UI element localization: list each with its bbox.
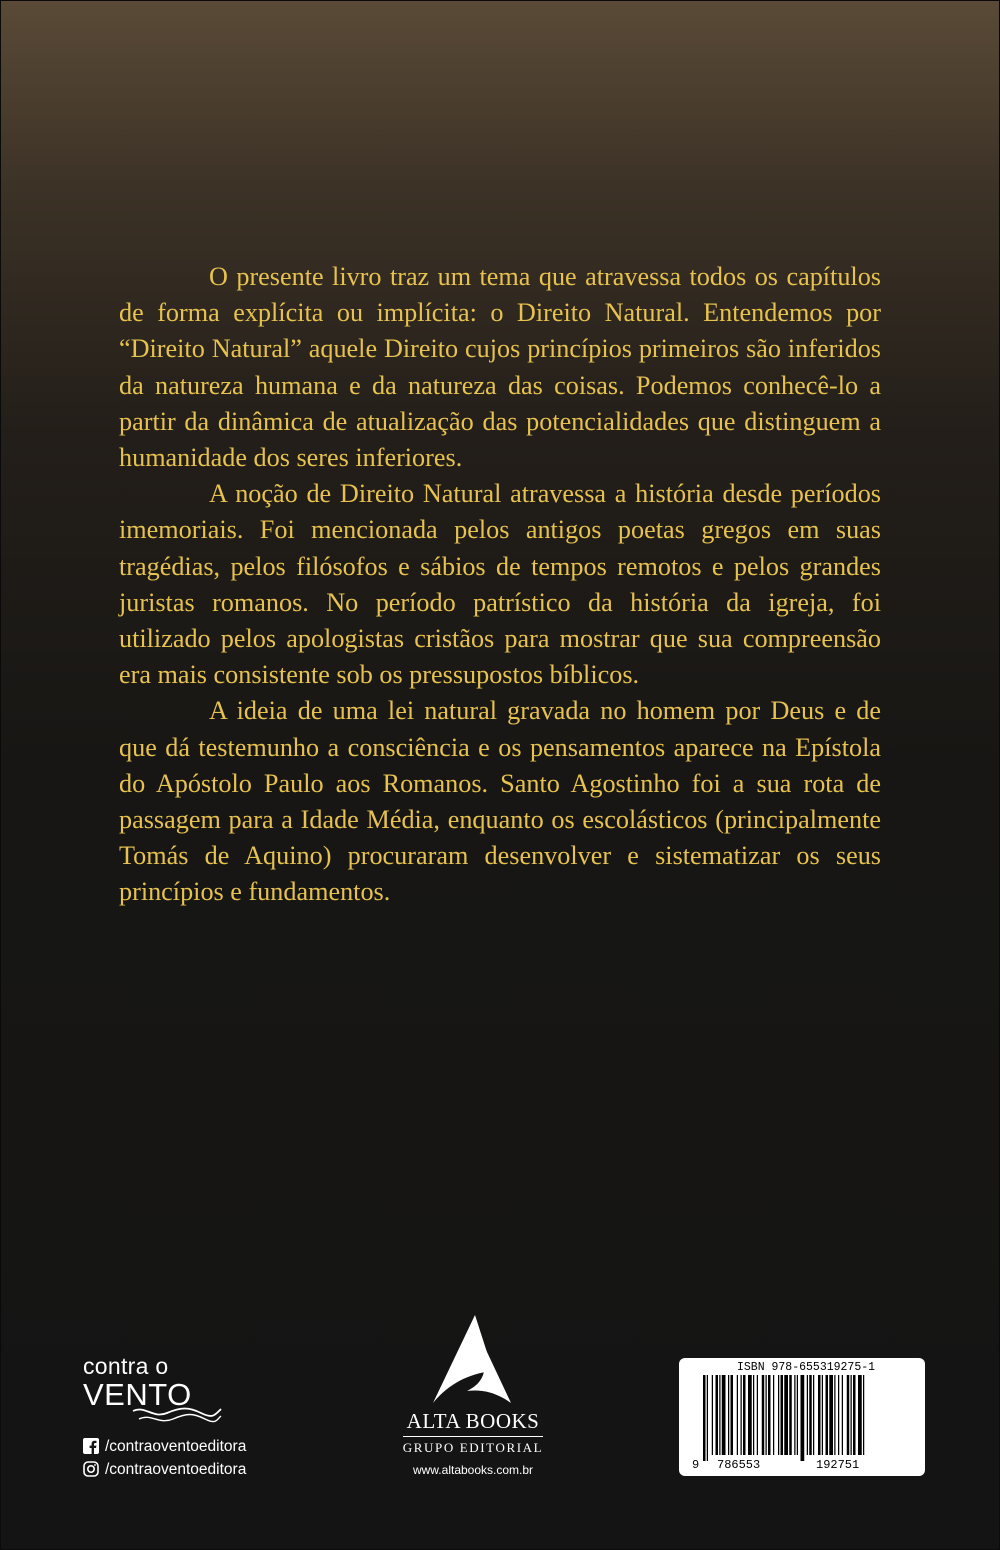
instagram-link[interactable] xyxy=(83,1461,246,1479)
barcode-bar xyxy=(703,1375,706,1461)
barcode-bar xyxy=(851,1375,852,1455)
barcode-bar xyxy=(722,1375,726,1455)
barcode-bar xyxy=(818,1375,821,1455)
barcode-bar xyxy=(766,1375,767,1455)
barcode-bar xyxy=(737,1375,738,1455)
barcode-bar xyxy=(847,1375,850,1455)
barcode-bars xyxy=(679,1358,925,1476)
alta-books-divider xyxy=(403,1436,543,1437)
barcode-bar xyxy=(731,1375,734,1455)
blurb-paragraph-2: A noção de Direito Natural atravessa a história desde períodos imemoriais. Foi mencionada pelos antigos poetas gregos em suas tragédias, pelos filósofos e sábios de tempos remotos e pelos grandes juristas romanos. No período patrístico da história da igreja, foi utilizado pelos apologistas cristãos para mostrar que sua compreensão era mais consistente sob os pressupostos bíblicos. xyxy=(119,479,881,690)
barcode-bar xyxy=(773,1375,774,1455)
barcode-bar xyxy=(794,1375,795,1455)
isbn-label: ISBN 978-655319275-1 xyxy=(737,1361,876,1374)
barcode-digits-left: 786553 xyxy=(717,1458,761,1472)
blurb-text xyxy=(119,259,881,911)
barcode-bar xyxy=(716,1375,719,1455)
wave-icon xyxy=(131,1405,223,1425)
barcode-bar xyxy=(748,1375,752,1455)
barcode-bar xyxy=(762,1375,765,1455)
barcode-bar xyxy=(826,1375,829,1455)
barcode-bar xyxy=(813,1375,814,1455)
instagram-handle: /contraoventoeditora xyxy=(105,1461,247,1478)
facebook-link[interactable] xyxy=(83,1438,246,1456)
barcode-bar xyxy=(853,1375,856,1455)
barcode-bar xyxy=(757,1375,758,1455)
barcode-bar xyxy=(863,1375,864,1455)
barcode-bar xyxy=(741,1375,742,1455)
facebook-icon xyxy=(83,1438,99,1454)
barcode-bar xyxy=(797,1375,798,1455)
barcode-bar xyxy=(842,1375,843,1455)
barcode-bar xyxy=(719,1375,720,1455)
barcode-bar xyxy=(784,1375,788,1455)
blurb-paragraph-1: O presente livro traz um tema que atravessa todos os capítulos de forma explícita ou implícita: o Direito Natural. Entendemos por “Direito Natural” aquele Direito cujos princípios primeiros são inferidos da natureza humana e da natureza das coisas. Podemos conhecê-lo a partir da dinâmica de atualização das potencialidades que distinguem a humanidade dos seres inferiores. xyxy=(119,262,881,473)
contra-o-vento-logo-line1: contra o xyxy=(83,1353,169,1379)
barcode-bar xyxy=(829,1375,833,1455)
alta-books-url[interactable]: www.altabooks.com.br xyxy=(412,1463,534,1477)
blurb-paragraph-3: A ideia de uma lei natural gravada no homem por Deus e de que dá testemunho a consciência e os pensamentos aparece na Epístola do Apóstolo Paulo aos Romanos. Santo Agostinho foi a sua rota de passagem para a Idade Média, enquanto os escolásticos (principalmente Tomás de Aquino) procuraram desenvolver e sistematizar os seus princípios e fundamentos. xyxy=(119,696,881,907)
facebook-handle: /contraoventoeditora xyxy=(105,1438,247,1455)
isbn-barcode xyxy=(679,1358,925,1476)
barcode-bar xyxy=(712,1375,713,1455)
barcode-digit-first: 9 xyxy=(692,1458,700,1472)
barcode-bar xyxy=(781,1375,784,1455)
barcode-bar xyxy=(789,1375,792,1455)
alta-books-name: ALTA BOOKS xyxy=(406,1409,540,1433)
barcode-bar xyxy=(728,1375,729,1455)
barcode-bar xyxy=(743,1375,746,1455)
barcode-bar xyxy=(807,1375,808,1455)
barcode-bar xyxy=(768,1375,771,1455)
barcode-bar xyxy=(858,1375,862,1455)
barcode-bar xyxy=(801,1375,805,1461)
alta-books-triangle-icon xyxy=(431,1313,515,1405)
barcode-bar xyxy=(778,1375,779,1455)
barcode-bar xyxy=(809,1375,812,1455)
contra-o-vento-logo-line2: VENTO xyxy=(83,1377,192,1412)
barcode-bar xyxy=(838,1375,839,1455)
barcode-bar xyxy=(753,1375,754,1455)
barcode-bar xyxy=(707,1375,708,1461)
contra-o-vento-logo xyxy=(83,1353,303,1423)
barcode-digits-right: 192751 xyxy=(816,1458,860,1472)
alta-books-subtitle: GRUPO EDITORIAL xyxy=(402,1440,544,1455)
barcode-bar xyxy=(822,1375,823,1455)
alta-books-logo xyxy=(373,1313,573,1483)
instagram-icon xyxy=(83,1461,99,1477)
barcode-bar xyxy=(834,1375,835,1455)
